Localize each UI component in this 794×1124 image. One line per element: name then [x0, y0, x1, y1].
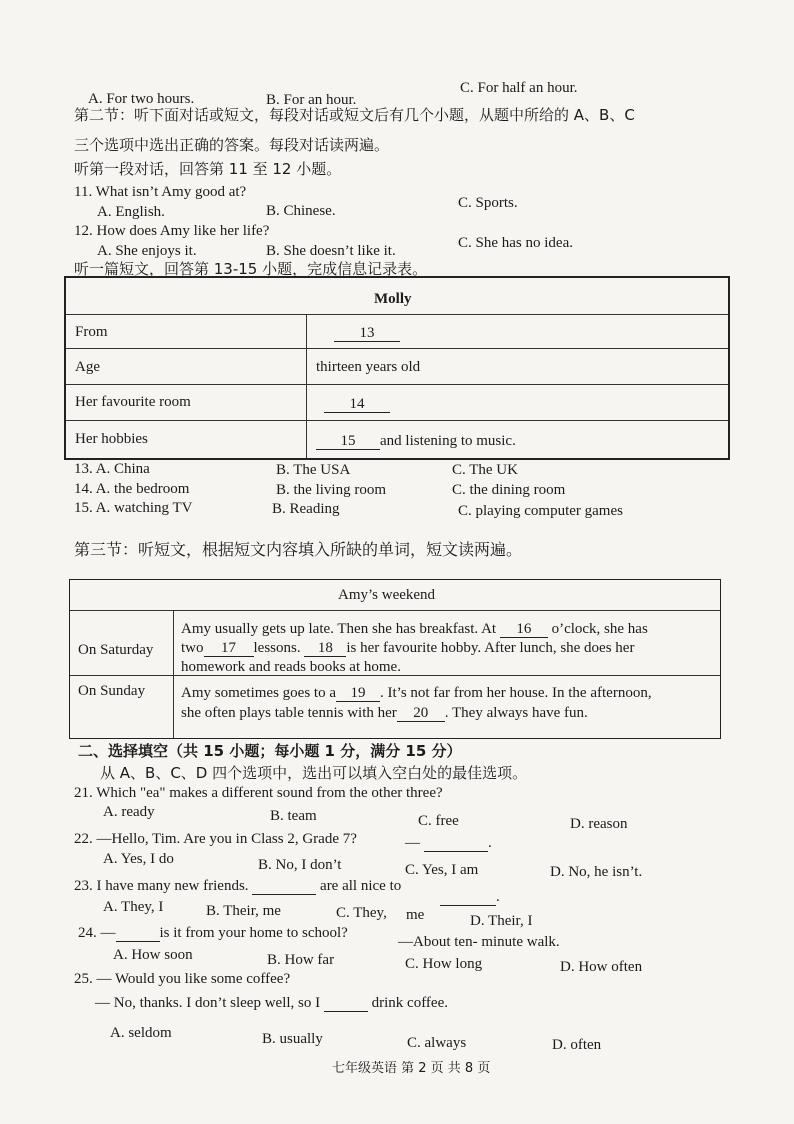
molly-info-table — [64, 276, 730, 460]
q24-stem-response: —About ten- minute walk. — [398, 934, 560, 950]
q13-option-a: 13. A. China — [74, 461, 150, 477]
sunday-line1 — [181, 684, 652, 703]
molly-row-age-label: Age — [75, 359, 100, 375]
q25-line2 — [95, 994, 448, 1012]
q12-option-c: C. She has no idea. — [458, 235, 573, 251]
q25-line2-text-a: — No, thanks. I don’t sleep well, so I — [95, 995, 321, 1011]
q21-option-b: B. team — [270, 808, 317, 824]
blank-19[interactable]: 19 — [336, 685, 380, 702]
saturday-line3: homework and reads books at home. — [181, 659, 401, 675]
saturday-line1-text-a: Amy usually gets up late. Then she has breakfast. At — [181, 621, 497, 637]
blank-15[interactable]: 15 — [316, 433, 380, 450]
saturday-line2-text-c: is her favourite hobby. After lunch, she does her — [346, 640, 635, 656]
sunday-line2-text-a: she often plays table tennis with her — [181, 705, 397, 721]
saturday-line2 — [181, 639, 634, 658]
q12-option-a: A. She enjoys it. — [97, 243, 197, 259]
q23-blank-2[interactable] — [440, 889, 496, 906]
q25-option-a: A. seldom — [110, 1025, 172, 1041]
q11-option-b: B. Chinese. — [266, 203, 336, 219]
molly-row-hobbies-value — [316, 432, 516, 450]
q22-option-d: D. No, he isn’t. — [550, 864, 643, 880]
q23-stem-text-a: 23. I have many new friends. — [74, 878, 249, 894]
molly-row-from-label: From — [75, 324, 108, 340]
molly-row-room-label: Her favourite room — [75, 394, 191, 410]
sunday-line1-text-a: Amy sometimes goes to a — [181, 685, 336, 701]
q15-option-a: 15. A. watching TV — [74, 500, 193, 516]
q24-blank[interactable] — [116, 925, 160, 942]
q24-stem-text-a: 24. — — [78, 925, 116, 941]
q22-dash: — — [405, 835, 420, 851]
q24-option-a: A. How soon — [113, 947, 193, 963]
q25-option-b: B. usually — [262, 1031, 323, 1047]
saturday-line1 — [181, 620, 648, 639]
molly-table-title: Molly — [374, 291, 412, 307]
q22-stem: 22. —Hello, Tim. Are you in Class 2, Grade 7? — [74, 831, 357, 847]
q23-stem — [74, 877, 401, 895]
q23-option-b: B. Their, me — [206, 903, 281, 919]
saturday-line1-text-b: o’clock, she has — [551, 621, 648, 637]
blank-16[interactable]: 16 — [500, 621, 548, 638]
sunday-line2 — [181, 704, 588, 723]
hobbies-rest-text: and listening to music. — [380, 433, 516, 449]
sunday-line2-text-b: . They always have fun. — [444, 705, 588, 721]
section2-instruction-line2: 三个选项中选出正确的答案。每段对话读两遍。 — [74, 136, 390, 154]
sunday-label: On Sunday — [78, 683, 146, 699]
q14-option-c: C. the dining room — [452, 482, 566, 498]
q24-stem — [78, 924, 348, 942]
q12-stem: 12. How does Amy like her life? — [74, 223, 270, 239]
saturday-label: On Saturday — [78, 642, 154, 658]
q23-blank-1[interactable] — [252, 878, 316, 895]
q23-option-d: D. Their, I — [470, 913, 533, 929]
blank-20[interactable]: 20 — [397, 705, 445, 722]
saturday-line2-text-a: two — [181, 640, 204, 656]
q25-stem: 25. — Would you like some coffee? — [74, 971, 291, 987]
q25-option-d: D. often — [552, 1037, 602, 1053]
molly-row-hobbies-label: Her hobbies — [75, 431, 148, 447]
q24-option-c: C. How long — [405, 956, 483, 972]
q14-option-a: 14. A. the bedroom — [74, 481, 190, 497]
q25-blank[interactable] — [324, 995, 368, 1012]
blank-14[interactable]: 14 — [324, 396, 390, 413]
q10-option-a: A. For two hours. — [88, 91, 195, 107]
section3-instruction: 第三节：听短文，根据短文内容填入所缺的单词，短文读两遍。 — [74, 540, 523, 559]
q15-option-c: C. playing computer games — [458, 503, 623, 519]
q25-option-c: C. always — [407, 1035, 467, 1051]
q24-option-b: B. How far — [267, 952, 335, 968]
q22-option-a: A. Yes, I do — [103, 851, 174, 867]
blank-17[interactable]: 17 — [204, 640, 254, 657]
q22-option-b: B. No, I don’t — [258, 857, 342, 873]
q21-option-d: D. reason — [570, 816, 628, 832]
saturday-line2-text-b: lessons. — [253, 640, 301, 656]
q14-option-b: B. the living room — [276, 482, 386, 498]
q24-option-d: D. How often — [560, 959, 643, 975]
dialogue1-instruction: 听第一段对话，回答第 11 至 12 小题。 — [74, 160, 342, 178]
amy-table-title: Amy’s weekend — [338, 587, 436, 603]
q21-stem: 21. Which "ea" makes a different sound from the other three? — [74, 785, 443, 801]
molly-row-from-value — [334, 324, 400, 342]
q25-line2-text-b: drink coffee. — [371, 995, 448, 1011]
q10-option-b: B. For an hour. — [266, 92, 357, 108]
q15-option-b: B. Reading — [272, 501, 340, 517]
amy-weekend-table — [69, 579, 721, 739]
q23-stem-text-b: are all nice to — [320, 878, 402, 894]
blank-13[interactable]: 13 — [334, 325, 400, 342]
q21-option-a: A. ready — [103, 804, 155, 820]
q11-stem: 11. What isn’t Amy good at? — [74, 184, 247, 200]
q13-option-b: B. The USA — [276, 462, 351, 478]
section2-instruction-line1: 第二节：听下面对话或短文，每段对话或短文后有几个小题，从题中所给的 A、B、C — [74, 106, 635, 124]
q21-option-c: C. free — [418, 813, 459, 829]
q23-option-a: A. They, I — [103, 899, 164, 915]
part2-heading: 二、选择填空（共 15 小题；每小题 1 分，满分 15 分） — [78, 742, 462, 760]
q13-option-c: C. The UK — [452, 462, 518, 478]
q23-option-c: C. They, — [336, 905, 387, 921]
q23-option-c-cont: me — [406, 907, 425, 923]
q22-blank[interactable] — [424, 835, 488, 852]
q10-option-c: C. For half an hour. — [460, 80, 578, 96]
q11-option-a: A. English. — [97, 204, 165, 220]
molly-row-age-value: thirteen years old — [316, 359, 421, 375]
q11-option-c: C. Sports. — [458, 195, 518, 211]
page-footer: 七年级英语 第 2 页 共 8 页 — [332, 1061, 491, 1076]
molly-row-room-value — [324, 395, 390, 413]
passage-instruction: 听一篇短文，回答第 13-15 小题，完成信息记录表。 — [74, 260, 428, 278]
q24-stem-text-b: is it from your home to school? — [159, 925, 348, 941]
q22-option-c: C. Yes, I am — [405, 862, 479, 878]
sunday-line1-text-b: . It’s not far from her house. In the afternoon, — [379, 685, 652, 701]
q23-blank-2-line: . — [440, 888, 500, 906]
q12-option-b: B. She doesn’t like it. — [266, 243, 396, 259]
q22-answer-line: — . — [405, 835, 492, 851]
blank-18[interactable]: 18 — [304, 640, 346, 657]
part2-instruction: 从 A、B、C、D 四个选项中，选出可以填入空白处的最佳选项。 — [100, 764, 528, 782]
